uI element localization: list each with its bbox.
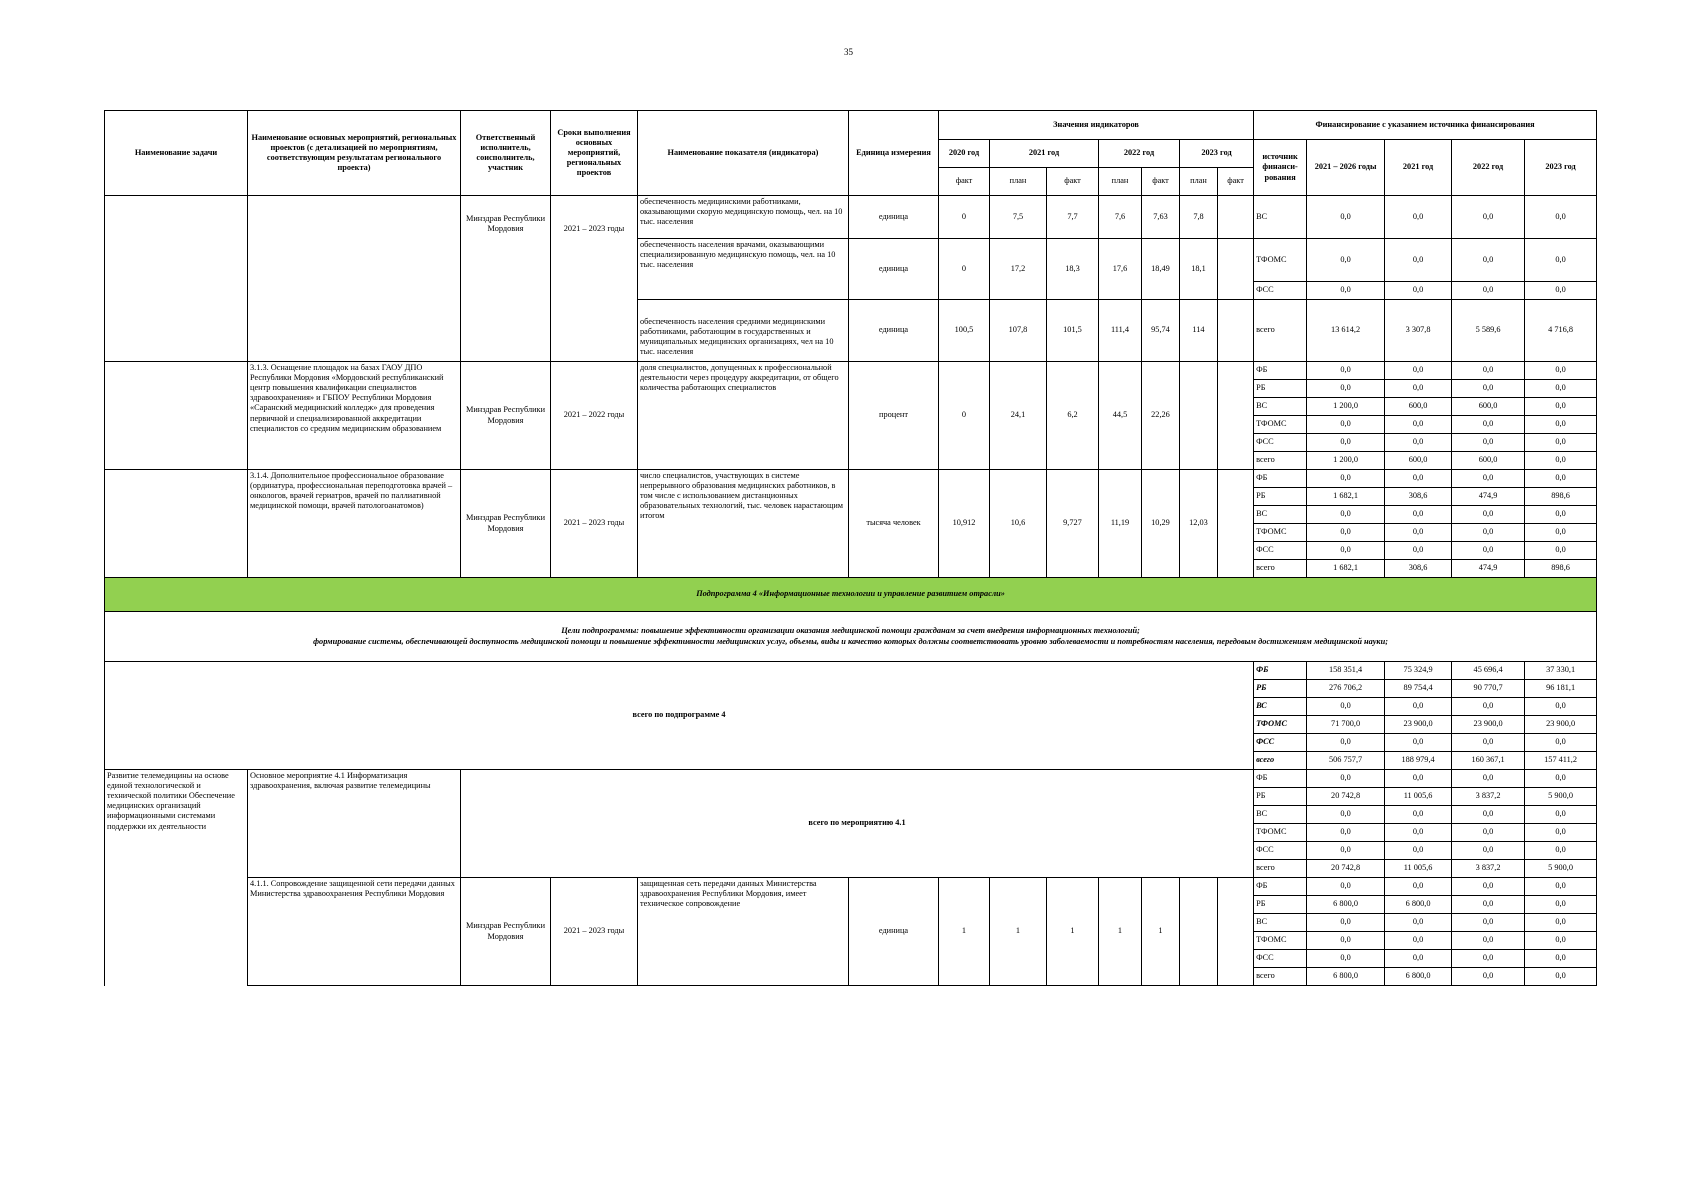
value-cell: 10,6 [990,470,1047,578]
header-fin-2023: 2023 год [1525,140,1597,196]
fin-value-cell: 0,0 [1525,734,1597,752]
fin-source-cell: ФСС [1254,842,1307,860]
fin-value-cell: 0,0 [1525,932,1597,950]
fin-source-cell: ФБ [1254,470,1307,488]
fin-value-cell: 0,0 [1307,734,1385,752]
subprogram-goals [105,612,1597,662]
fin-value-cell: 0,0 [1452,470,1525,488]
fin-value-cell: 0,0 [1385,842,1452,860]
fin-source-cell: ВС [1254,196,1307,239]
header-fact-2021: факт [1047,168,1099,196]
header-responsible: Ответственный исполнитель, соисполнитель, участник [461,111,551,196]
value-cell: 18,1 [1180,239,1218,300]
fin-value-cell: 75 324,9 [1385,662,1452,680]
fin-value-cell: 600,0 [1452,398,1525,416]
fin-value-cell: 0,0 [1525,416,1597,434]
table-row [105,196,1597,239]
fin-value-cell: 0,0 [1307,239,1385,282]
header-plan-2021: план [990,168,1047,196]
fin-source-cell: ФСС [1254,542,1307,560]
fin-value-cell: 0,0 [1452,542,1525,560]
indicator-cell: защищенная сеть передачи данных Министерства здравоохранения Республики Мордовия, имеет техническое сопровождение [638,878,849,986]
fin-value-cell: 6 800,0 [1307,896,1385,914]
fin-value-cell: 474,9 [1452,488,1525,506]
fin-value-cell: 5 589,6 [1452,300,1525,362]
header-year-2022: 2022 год [1099,140,1180,168]
fin-source-cell: всего [1254,752,1307,770]
fin-source-cell: ТФОМС [1254,524,1307,542]
value-cell: 0 [939,196,990,239]
header-indicator-values: Значения индикаторов [939,111,1254,140]
fin-value-cell: 4 716,8 [1525,300,1597,362]
value-cell: 111,4 [1099,300,1142,362]
activity-cell-empty [248,196,461,362]
fin-value-cell: 276 706,2 [1307,680,1385,698]
fin-value-cell: 0,0 [1452,416,1525,434]
header-row-1 [105,111,1597,140]
value-cell: 101,5 [1047,300,1099,362]
header-year-2023: 2023 год [1180,140,1254,168]
fin-value-cell: 0,0 [1525,842,1597,860]
unit-cell: процент [849,362,939,470]
fin-value-cell: 474,9 [1452,560,1525,578]
value-cell [1218,470,1254,578]
fin-value-cell: 89 754,4 [1385,680,1452,698]
fin-value-cell: 6 800,0 [1385,896,1452,914]
fin-value-cell: 0,0 [1385,362,1452,380]
fin-value-cell: 0,0 [1385,950,1452,968]
terms-cell: 2021 – 2023 годы [551,878,638,986]
indicator-cell: обеспеченность медицинскими работниками, оказывающими скорую медицинскую помощь, чел. на 10 тыс. населения [638,196,849,239]
value-cell: 95,74 [1142,300,1180,362]
fin-value-cell: 0,0 [1385,914,1452,932]
fin-value-cell: 0,0 [1452,824,1525,842]
task-cell-empty [105,196,248,362]
fin-value-cell: 3 837,2 [1452,788,1525,806]
fin-value-cell: 0,0 [1307,878,1385,896]
indicator-cell: обеспеченность населения средними медицинскими работниками, работающим в государственных и муниципальных медицинских организациях, чел на 10 тыс. населения [638,300,849,362]
fin-value-cell: 0,0 [1452,524,1525,542]
fin-value-cell: 5 900,0 [1525,860,1597,878]
header-financing: Финансирование с указанием источника финансирования [1254,111,1597,140]
fin-value-cell: 0,0 [1385,698,1452,716]
fin-value-cell: 1 682,1 [1307,488,1385,506]
unit-cell: тысяча человек [849,470,939,578]
value-cell: 7,6 [1099,196,1142,239]
fin-source-cell: ФБ [1254,362,1307,380]
header-terms: Сроки выполнения основных мероприятий, региональных проектов [551,111,638,196]
fin-value-cell: 0,0 [1452,434,1525,452]
fin-value-cell: 0,0 [1307,824,1385,842]
fin-value-cell: 0,0 [1385,506,1452,524]
value-cell: 7,8 [1180,196,1218,239]
value-cell [1180,878,1218,986]
fin-value-cell: 96 181,1 [1525,680,1597,698]
goals-line-2: формирование системы, обеспечивающей доступность медицинской помощи и повышение эффективности медицинских услуг, объемы, виды и качество которых должны соответствовать уровню заболеваемости и потребностям населения, передовым достижениям медицинской науки; [313,636,1388,646]
fin-source-cell: ФБ [1254,662,1307,680]
fin-source-cell: ТФОМС [1254,239,1307,282]
fin-value-cell: 3 837,2 [1452,860,1525,878]
fin-value-cell: 0,0 [1307,914,1385,932]
fin-value-cell: 0,0 [1452,806,1525,824]
value-cell: 100,5 [939,300,990,362]
fin-value-cell: 0,0 [1385,282,1452,300]
fin-value-cell: 0,0 [1525,398,1597,416]
fin-value-cell: 0,0 [1452,196,1525,239]
fin-value-cell: 0,0 [1525,434,1597,452]
table-row [105,878,1597,896]
fin-value-cell: 0,0 [1525,896,1597,914]
fin-source-cell: всего [1254,560,1307,578]
fin-value-cell: 6 800,0 [1385,968,1452,986]
header-task: Наименование задачи [105,111,248,196]
header-source: источник финанси-рования [1254,140,1307,196]
value-cell: 44,5 [1099,362,1142,470]
unit-cell: единица [849,300,939,362]
fin-value-cell: 90 770,7 [1452,680,1525,698]
fin-value-cell: 0,0 [1307,470,1385,488]
fin-value-cell: 0,0 [1452,770,1525,788]
header-activity: Наименование основных мероприятий, региональных проектов (с детализацией по мероприятиям, соответствующим результатам регионального проекта) [248,111,461,196]
goals-row [105,612,1597,662]
header-plan-2023: план [1180,168,1218,196]
fin-value-cell: 0,0 [1452,842,1525,860]
fin-value-cell: 160 367,1 [1452,752,1525,770]
value-cell: 1 [1142,878,1180,986]
terms-cell: 2021 – 2022 годы [551,362,638,470]
fin-value-cell: 0,0 [1525,239,1597,282]
fin-value-cell: 0,0 [1452,239,1525,282]
fin-value-cell: 0,0 [1525,824,1597,842]
fin-value-cell: 0,0 [1385,470,1452,488]
goals-line-1: Цели подпрограммы: повышение эффективности организации оказания медицинской помощи гражданам за счет внедрения информационных технологий; [561,626,1140,636]
fin-source-cell: РБ [1254,488,1307,506]
fin-source-cell: ФСС [1254,950,1307,968]
fin-value-cell: 0,0 [1525,878,1597,896]
fin-value-cell: 23 900,0 [1452,716,1525,734]
fin-value-cell: 0,0 [1385,416,1452,434]
fin-value-cell: 5 900,0 [1525,788,1597,806]
fin-value-cell: 6 800,0 [1307,968,1385,986]
fin-source-cell: ВС [1254,398,1307,416]
subprogram-row [105,578,1597,612]
fin-source-cell: ВС [1254,506,1307,524]
fin-value-cell: 20 742,8 [1307,788,1385,806]
fin-value-cell: 0,0 [1385,380,1452,398]
fin-source-cell: ВС [1254,914,1307,932]
fin-value-cell: 157 411,2 [1525,752,1597,770]
fin-value-cell: 0,0 [1525,470,1597,488]
table-row [105,770,1597,788]
fin-value-cell: 1 682,1 [1307,560,1385,578]
fin-value-cell: 0,0 [1452,968,1525,986]
task-cell: Развитие телемедицины на основе единой технологической и технической политики Обеспечение медицинских организаций информационными системами поддержки их деятельности [105,770,248,986]
value-cell [1218,300,1254,362]
value-cell: 24,1 [990,362,1047,470]
table-row [105,662,1597,680]
fin-source-cell: всего [1254,860,1307,878]
activity-cell: Основное мероприятие 4.1 Информатизация здравоохранения, включая развитие телемедицины [248,770,461,878]
fin-value-cell: 0,0 [1385,524,1452,542]
value-cell: 18,49 [1142,239,1180,300]
fin-source-cell: всего [1254,300,1307,362]
fin-value-cell: 0,0 [1452,698,1525,716]
fin-value-cell: 0,0 [1452,282,1525,300]
table-row [105,362,1597,380]
fin-value-cell: 0,0 [1452,506,1525,524]
value-cell: 114 [1180,300,1218,362]
fin-source-cell: РБ [1254,788,1307,806]
fin-source-cell: ФСС [1254,282,1307,300]
value-cell: 7,5 [990,196,1047,239]
responsible-cell: Минздрав Республики Мордовия [461,878,551,986]
indicator-cell: доля специалистов, допущенных к профессиональной деятельности через процедуру аккредитации, от общего количества работающих специалистов [638,362,849,470]
responsible-cell: Минздрав Республики Мордовия [461,196,551,362]
value-cell: 7,7 [1047,196,1099,239]
header-indicator-name: Наименование показателя (индикатора) [638,111,849,196]
fin-source-cell: ФБ [1254,878,1307,896]
program-table [104,110,1597,986]
fin-value-cell: 0,0 [1385,878,1452,896]
fin-value-cell: 0,0 [1307,842,1385,860]
responsible-cell: Минздрав Республики Мордовия [461,362,551,470]
fin-value-cell: 0,0 [1385,542,1452,560]
fin-value-cell: 600,0 [1452,452,1525,470]
unit-cell: единица [849,239,939,300]
fin-source-cell: ФБ [1254,770,1307,788]
value-cell: 17,2 [990,239,1047,300]
value-cell: 0 [939,239,990,300]
fin-value-cell: 600,0 [1385,398,1452,416]
page-number: 35 [844,47,853,57]
fin-source-cell: ТФОМС [1254,716,1307,734]
value-cell: 12,03 [1180,470,1218,578]
unit-cell: единица [849,878,939,986]
fin-value-cell: 898,6 [1525,560,1597,578]
fin-value-cell: 0,0 [1307,932,1385,950]
fin-source-cell: ВС [1254,806,1307,824]
fin-value-cell: 0,0 [1385,806,1452,824]
header-fact-2023: факт [1218,168,1254,196]
fin-value-cell: 0,0 [1525,770,1597,788]
fin-value-cell: 0,0 [1307,770,1385,788]
fin-value-cell: 0,0 [1525,196,1597,239]
value-cell [1218,878,1254,986]
fin-source-cell: ТФОМС [1254,416,1307,434]
value-cell: 1 [1047,878,1099,986]
fin-value-cell: 0,0 [1525,698,1597,716]
fin-source-cell: РБ [1254,896,1307,914]
fin-value-cell: 0,0 [1525,380,1597,398]
fin-value-cell: 0,0 [1307,806,1385,824]
value-cell: 1 [1099,878,1142,986]
value-cell: 11,19 [1099,470,1142,578]
value-cell: 22,26 [1142,362,1180,470]
fin-value-cell: 0,0 [1452,896,1525,914]
fin-value-cell: 23 900,0 [1385,716,1452,734]
header-fin-total: 2021 – 2026 годы [1307,140,1385,196]
fin-value-cell: 0,0 [1452,734,1525,752]
fin-source-cell: ФСС [1254,734,1307,752]
subprogram-total-label: всего по подпрограмме 4 [105,662,1254,770]
fin-source-cell: ФСС [1254,434,1307,452]
fin-value-cell: 0,0 [1525,506,1597,524]
header-plan-2022: план [1099,168,1142,196]
fin-value-cell: 0,0 [1385,239,1452,282]
value-cell: 10,29 [1142,470,1180,578]
responsible-cell: Минздрав Республики Мордовия [461,470,551,578]
fin-value-cell: 0,0 [1307,698,1385,716]
activity-cell: 4.1.1. Сопровождение защищенной сети передачи данных Министерства здравоохранения Республики Мордовия [248,878,461,986]
fin-value-cell: 0,0 [1385,734,1452,752]
fin-value-cell: 308,6 [1385,560,1452,578]
fin-value-cell: 0,0 [1452,362,1525,380]
fin-source-cell: ТФОМС [1254,932,1307,950]
fin-value-cell: 0,0 [1307,416,1385,434]
header-unit: Единица измерения [849,111,939,196]
value-cell [1218,196,1254,239]
fin-value-cell: 37 330,1 [1525,662,1597,680]
fin-value-cell: 0,0 [1525,282,1597,300]
fin-source-cell: РБ [1254,380,1307,398]
fin-value-cell: 13 614,2 [1307,300,1385,362]
fin-value-cell: 0,0 [1525,806,1597,824]
fin-source-cell: РБ [1254,680,1307,698]
terms-cell: 2021 – 2023 годы [551,196,638,362]
fin-value-cell: 308,6 [1385,488,1452,506]
header-year-2020: 2020 год [939,140,990,168]
value-cell: 6,2 [1047,362,1099,470]
fin-value-cell: 0,0 [1307,506,1385,524]
fin-value-cell: 0,0 [1525,542,1597,560]
header-fin-2022: 2022 год [1452,140,1525,196]
fin-value-cell: 0,0 [1385,824,1452,842]
fin-value-cell: 0,0 [1525,524,1597,542]
fin-value-cell: 188 979,4 [1385,752,1452,770]
fin-source-cell: ВС [1254,698,1307,716]
fin-value-cell: 0,0 [1307,542,1385,560]
task-cell-empty [105,362,248,470]
header-fact-2022: факт [1142,168,1180,196]
indicator-cell: обеспеченность населения врачами, оказывающими специализированную медицинскую помощь, чел. на 10 тыс. населения [638,239,849,300]
fin-value-cell: 506 757,7 [1307,752,1385,770]
fin-value-cell: 0,0 [1385,770,1452,788]
fin-value-cell: 0,0 [1385,434,1452,452]
fin-value-cell: 0,0 [1307,196,1385,239]
activity-cell: 3.1.3. Оснащение площадок на базах ГАОУ ДПО Республики Мордовия «Мордовский республиканский центр повышения квалификации специалистов здравоохранения» и ГБПОУ Республики Мордовия «Саранский медицинский колледж» для проведения первичной и специализированной аккредитации специалистов со средним медицинским образованием [248,362,461,470]
fin-value-cell: 0,0 [1452,932,1525,950]
fin-value-cell: 898,6 [1525,488,1597,506]
fin-value-cell: 1 200,0 [1307,452,1385,470]
activity-total-label: всего по мероприятию 4.1 [461,770,1254,878]
fin-value-cell: 0,0 [1525,968,1597,986]
value-cell [1218,362,1254,470]
fin-value-cell: 0,0 [1307,362,1385,380]
fin-value-cell: 0,0 [1452,914,1525,932]
fin-value-cell: 600,0 [1385,452,1452,470]
subprogram-title: Подпрограмма 4 «Информационные технологии и управление развитием отрасли» [105,578,1597,612]
fin-source-cell: всего [1254,968,1307,986]
fin-source-cell: всего [1254,452,1307,470]
value-cell: 18,3 [1047,239,1099,300]
fin-value-cell: 0,0 [1385,932,1452,950]
indicator-cell: число специалистов, участвующих в системе непрерывного образования медицинских работников, в том числе с использованием дистанционных образовательных технологий, тыс. человек нарастающим итогом [638,470,849,578]
value-cell [1218,239,1254,300]
fin-value-cell: 45 696,4 [1452,662,1525,680]
table-row [105,470,1597,488]
fin-value-cell: 23 900,0 [1525,716,1597,734]
terms-cell: 2021 – 2023 годы [551,470,638,578]
value-cell [1180,362,1218,470]
fin-value-cell: 3 307,8 [1385,300,1452,362]
fin-value-cell: 0,0 [1385,196,1452,239]
fin-value-cell: 71 700,0 [1307,716,1385,734]
header-year-2021: 2021 год [990,140,1099,168]
fin-value-cell: 1 200,0 [1307,398,1385,416]
fin-value-cell: 0,0 [1307,950,1385,968]
unit-cell: единица [849,196,939,239]
value-cell: 9,727 [1047,470,1099,578]
task-cell-empty [105,470,248,578]
fin-value-cell: 11 005,6 [1385,860,1452,878]
fin-value-cell: 0,0 [1307,434,1385,452]
fin-value-cell: 0,0 [1525,452,1597,470]
fin-value-cell: 0,0 [1525,914,1597,932]
value-cell: 10,912 [939,470,990,578]
fin-value-cell: 0,0 [1525,950,1597,968]
fin-value-cell: 158 351,4 [1307,662,1385,680]
header-fin-2021: 2021 год [1385,140,1452,196]
fin-value-cell: 0,0 [1452,950,1525,968]
fin-source-cell: ТФОМС [1254,824,1307,842]
activity-cell: 3.1.4. Дополнительное профессиональное образование (ординатура, профессиональная переподготовка врачей – онкологов, врачей гериатров, врачей по паллиативной медицинской помощи, врачей патологоанатомов) [248,470,461,578]
fin-value-cell: 11 005,6 [1385,788,1452,806]
value-cell: 107,8 [990,300,1047,362]
fin-value-cell: 0,0 [1452,380,1525,398]
fin-value-cell: 0,0 [1525,362,1597,380]
value-cell: 0 [939,362,990,470]
fin-value-cell: 0,0 [1307,282,1385,300]
fin-value-cell: 0,0 [1307,380,1385,398]
value-cell: 17,6 [1099,239,1142,300]
value-cell: 7,63 [1142,196,1180,239]
value-cell: 1 [990,878,1047,986]
header-fact-2020: факт [939,168,990,196]
fin-value-cell: 0,0 [1452,878,1525,896]
fin-value-cell: 0,0 [1307,524,1385,542]
fin-value-cell: 20 742,8 [1307,860,1385,878]
value-cell: 1 [939,878,990,986]
